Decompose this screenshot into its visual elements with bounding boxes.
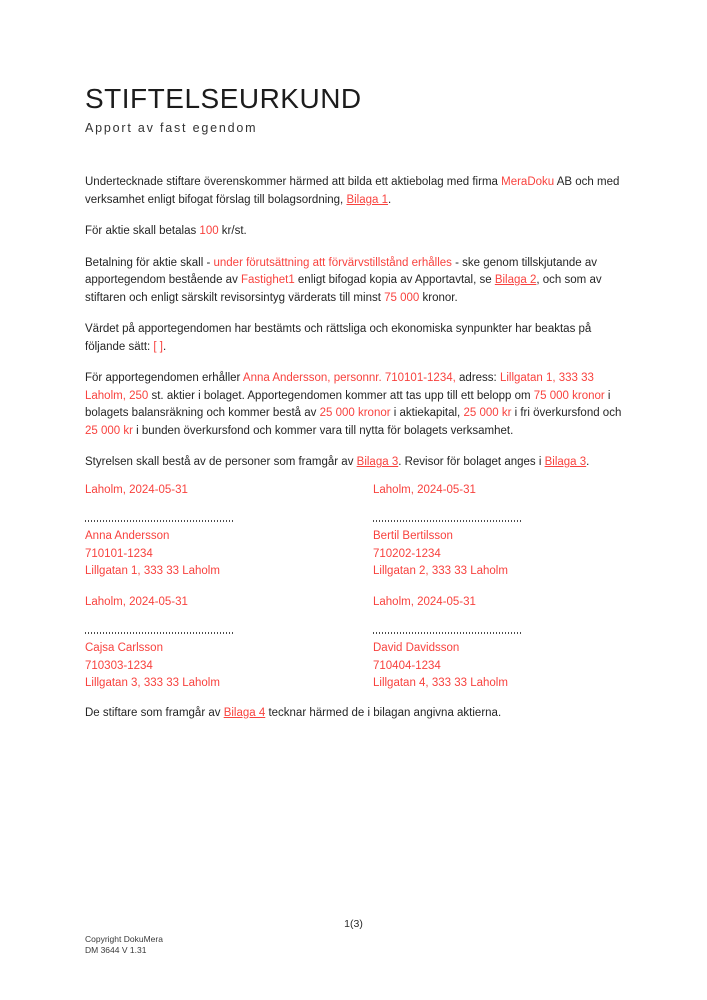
signature-name: Bertil Bertilsson [373,530,453,542]
highlighted-field-text: [ ] [153,340,163,353]
document-subtitle: Apport av fast egendom [85,121,258,135]
paragraph-share-price-clause [85,223,622,241]
text-run: enligt bifogad kopia av Apportavtal, se [294,274,495,286]
text-run: Styrelsen skall bestå av de personer som framgår av [85,456,357,468]
highlighted-field-text: 25 000 kr [463,407,512,419]
highlighted-field-text: 75 000 [384,291,420,304]
text-run: i fri överkursfond och [511,407,622,419]
bilaga-link[interactable]: Bilaga 3 [544,456,587,468]
bilaga-link[interactable]: Bilaga 1 [346,193,389,206]
signature-line [85,632,233,634]
paragraph-consideration-clause [85,370,622,440]
document-content [85,84,622,736]
signature-personal-number: 710202-1234 [373,547,441,560]
text-run: De stiftare som framgår av [85,706,224,719]
signature-name: Anna Andersson [85,530,170,542]
text-run: kronor. [419,291,458,304]
text-run: tecknar härmed de i bilagan angivna aktierna. [265,706,502,719]
text-run: adress: [455,372,500,384]
text-run: , och som av stiftaren och enligt särskilt revisorsintyg värderats till minst [85,274,602,304]
text-run: För aktie skall betalas [85,225,200,237]
signature-line [373,632,521,634]
text-run: . [163,340,167,353]
signature-address: Lillgatan 4, 333 33 Laholm [373,677,508,689]
signature-line [373,520,521,522]
page-number: 1(3) [344,918,363,930]
paragraph-subscription-clause [85,705,622,723]
highlighted-field-text: 25 000 kr [85,424,133,437]
signature-date: Laholm, 2024-05-31 [85,595,188,608]
text-run: För apportegendomen erhåller [85,372,243,384]
paragraph-board-clause [85,454,622,472]
document-title: STIFTELSEURKUND [85,83,362,114]
text-run: i bolagets balansräkning och kommer bestå av [85,389,611,419]
text-run: - ske genom tillskjutande av apportegendom bestående av [85,256,598,286]
highlighted-field-text: under förutsättning att förvärvstillstånd erhålles [213,256,452,269]
text-run: Undertecknade stiftare överenskommer härmed att bilda ett aktiebolag med firma [85,176,502,188]
signature-personal-number: 710404-1234 [373,659,441,672]
footer-copyright: Copyright DokuMera [85,934,163,944]
signature-area [85,482,622,693]
highlighted-field-text: 25 000 kronor [319,407,391,419]
bilaga-link[interactable]: Bilaga 3 [356,456,399,468]
signature-date: Laholm, 2024-05-31 [373,595,476,608]
highlighted-field-text: Anna Andersson, personnr. 710101-1234, [242,372,456,384]
signature-line [85,520,233,522]
signature-date: Laholm, 2024-05-31 [85,483,188,496]
text-run: st. aktier i bolaget. Apportegendomen kommer att tas upp till ett belopp om [148,389,534,402]
signature-personal-number: 710303-1234 [85,659,153,672]
text-run: i bunden överkursfond och kommer vara till nytta för bolagets verksamhet. [132,424,514,437]
highlighted-field-text: 100 [199,225,219,237]
footer [85,934,163,956]
text-run: . [388,193,392,206]
paragraph-valuation-clause [85,321,622,356]
signature-block-anna-andersson [85,482,373,581]
signature-address: Lillgatan 1, 333 33 Laholm [85,565,220,577]
text-run: kr/st. [218,225,247,237]
signature-block-bertil-bertilsson [373,482,622,581]
text-run: . Revisor för bolaget anges i [398,456,545,468]
signature-block-david-davidsson [373,594,622,693]
bilaga-link[interactable]: Bilaga 2 [494,274,537,286]
text-run: AB och med verksamhet enligt bifogat förslag till bolagsordning, [85,176,620,206]
paragraph-payment-clause [85,255,622,308]
signature-row-2 [85,594,622,693]
paragraph-founding-clause [85,174,622,209]
signature-name: Cajsa Carlsson [85,642,163,654]
highlighted-field-text: 75 000 kronor [533,389,605,402]
signature-row-1 [85,482,622,581]
text-run: Betalning för aktie skall - [85,256,214,269]
signature-address: Lillgatan 2, 333 33 Laholm [373,565,508,577]
signature-block-cajsa-carlsson [85,594,373,693]
footer-document-id: DM 3644 V 1.31 [85,945,147,955]
text-run: Värdet på apportegendomen har bestämts och rättsliga och ekonomiska synpunkter har beaktas på följande sätt: [85,323,592,353]
signature-personal-number: 710101-1234 [85,547,153,560]
signature-date: Laholm, 2024-05-31 [373,483,476,496]
bilaga-link[interactable]: Bilaga 4 [223,706,266,719]
signature-name: David Davidsson [373,642,460,654]
highlighted-field-text: MeraDoku [501,176,555,188]
text-run: . [586,456,590,468]
signature-address: Lillgatan 3, 333 33 Laholm [85,677,220,689]
highlighted-field-text: Fastighet1 [241,274,295,286]
document-body [85,174,622,472]
highlighted-field-text: Lillgatan 1, 333 33 Laholm, 250 [85,372,594,402]
text-run: i aktiekapital, [390,407,464,419]
